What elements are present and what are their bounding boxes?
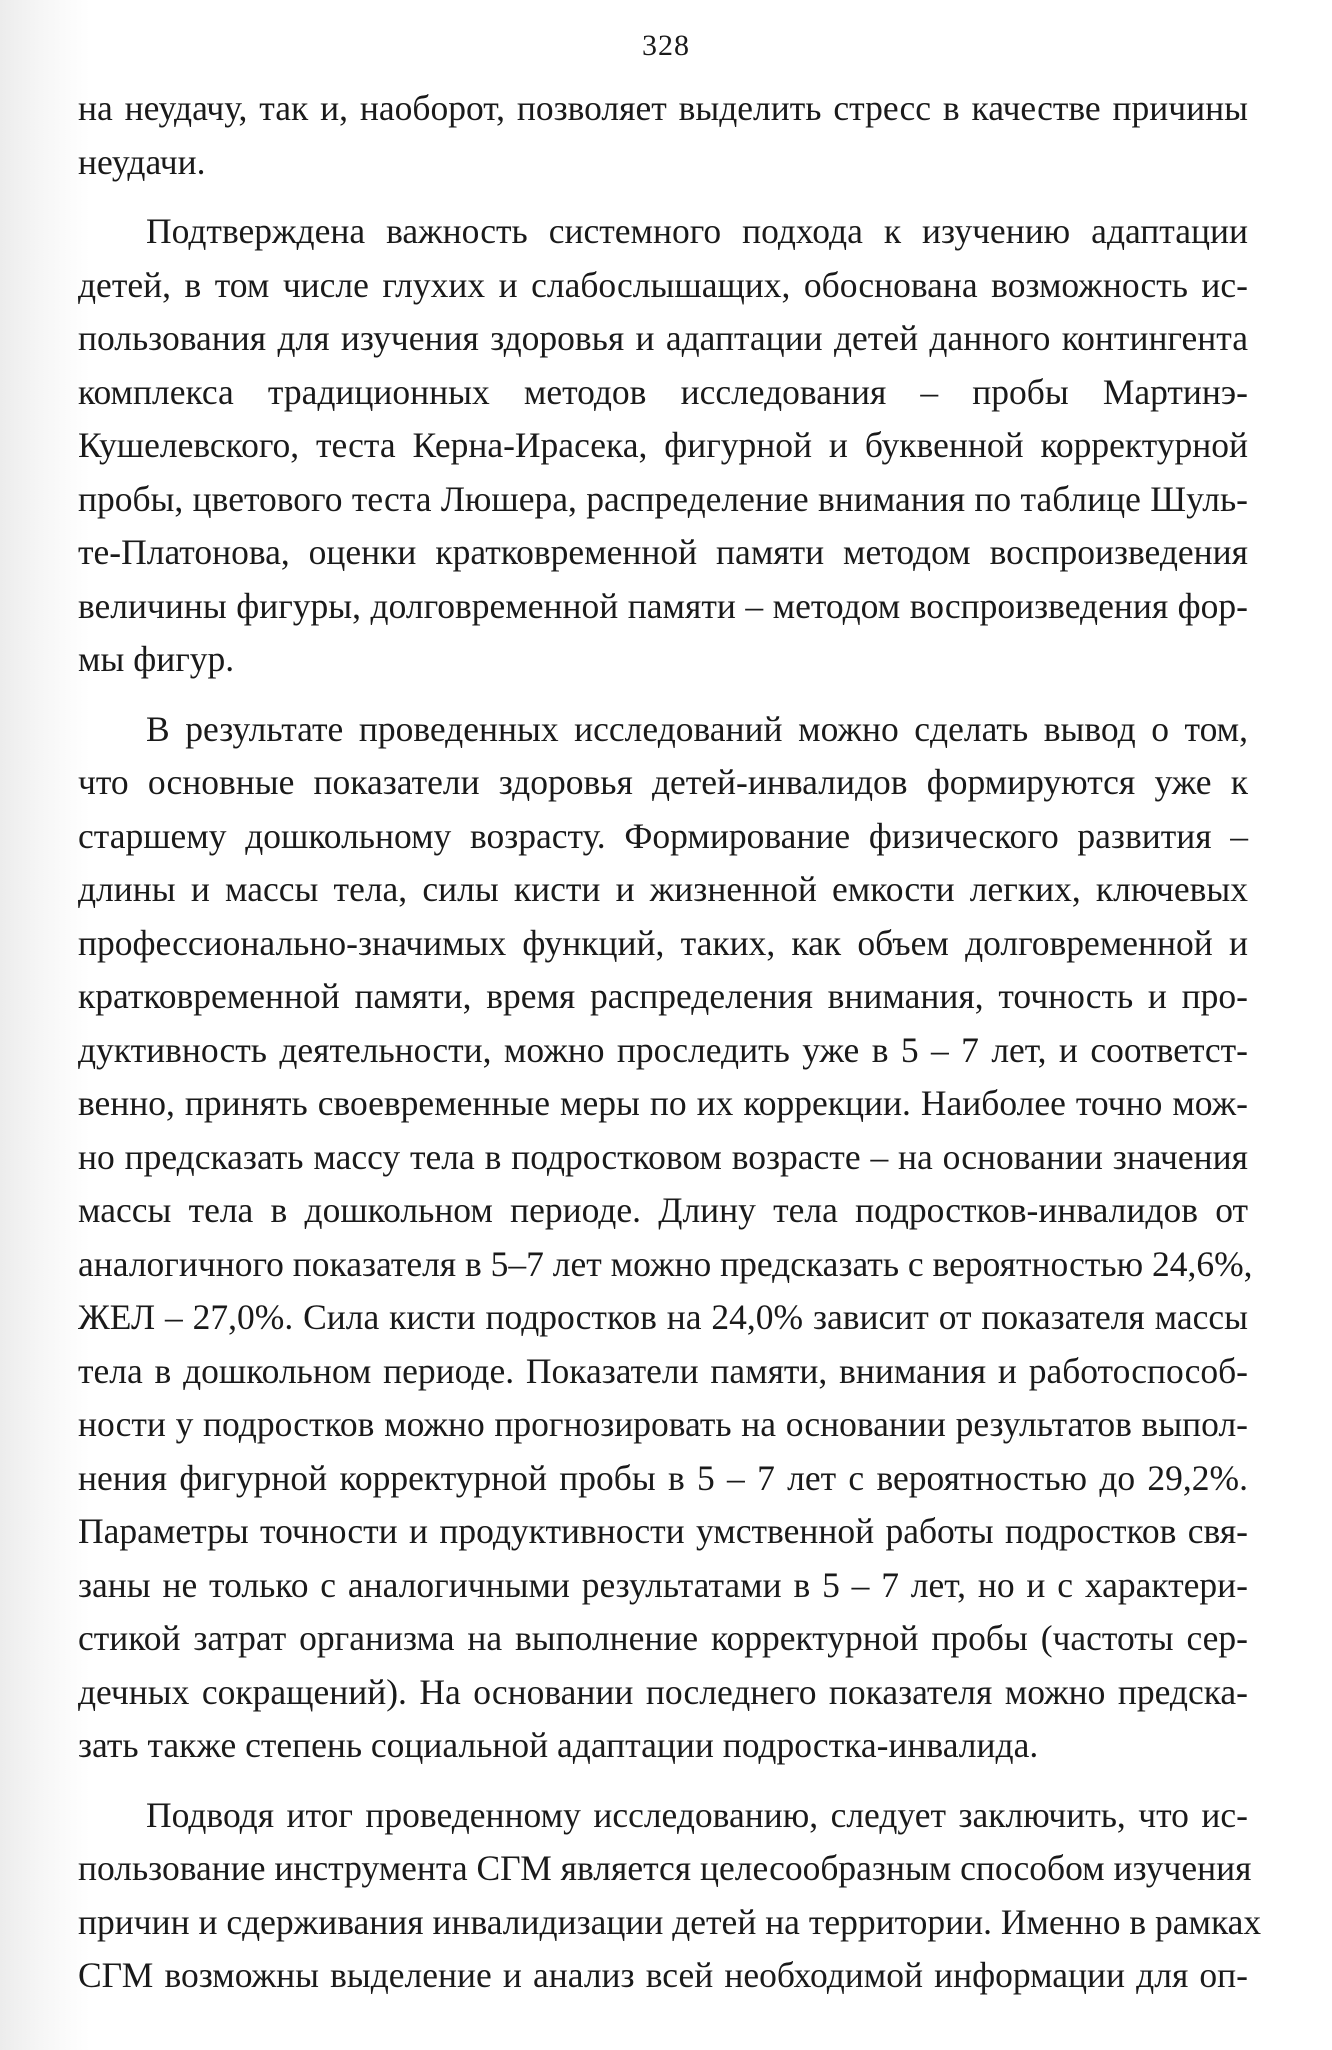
text-line: стикой затрат организма на выполнение корректурной пробы (частоты сер- [78,1618,1248,1658]
text-line: В результате проведенных исследований можно сделать вывод о том, [146,708,1248,749]
text-line: ЖЕЛ – 27,0%. Сила кисти подростков на 24,0% зависит от показателя массы [78,1297,1248,1337]
text-line: нения фигурной корректурной пробы в 5 – 7 лет с вероятностью до 29,2%. [78,1457,1248,1498]
body-text [78,82,1262,2003]
text-line: Параметры точности и продуктивности умственной работы подростков свя- [78,1511,1248,1551]
text-line: что основные показатели здоровья детей-инвалидов формируются уже к [78,762,1248,802]
paragraph-conclusion [78,1789,1262,2003]
paragraph-results [78,703,1253,1773]
text-line: старшему дошкольному возрасту. Формирование физического развития – [78,815,1248,856]
paragraph-system-approach [78,205,1248,687]
page-number: 328 [642,29,690,62]
text-line: детей, в том числе глухих и слабослышащих, обоснована возможность ис- [78,264,1248,305]
text-line: Кушелевского, теста Керна-Ирасека, фигурной и буквенной корректурной [78,425,1248,465]
text-line: аналогичного показателя в 5–7 лет можно предсказать с вероятностью 24,6%, [78,1243,1253,1284]
text-line: СГМ возможны выделение и анализ всей необходимой информации для оп- [78,1955,1248,1995]
text-line: пробы, цветового теста Люшера, распределение внимания по таблице Шуль- [78,478,1248,519]
text-line: зать также степень социальной адаптации подростка-инвалида. [78,1725,1039,1765]
text-line: на неудачу, так и, наоборот, позволяет выделить стресс в качестве причины [78,88,1248,128]
text-line: тела в дошкольном периоде. Показатели памяти, внимания и работоспособ- [78,1350,1248,1391]
text-line: величины фигуры, долговременной памяти – методом воспроизведения фор- [78,585,1248,626]
text-line: дуктивность деятельности, можно проследить уже в 5 – 7 лет, и соответст- [78,1029,1248,1070]
text-line: массы тела в дошкольном периоде. Длину тела подростков-инвалидов от [78,1190,1248,1230]
text-line: длины и массы тела, силы кисти и жизненной емкости легких, ключевых [78,869,1248,909]
text-line: комплекса традиционных методов исследования – пробы Мартинэ- [78,371,1248,412]
text-line: ности у подростков можно прогнозировать на основании результатов выпол- [78,1404,1248,1444]
text-line: причин и сдерживания инвалидизации детей на территории. Именно в рамках [78,1901,1262,1942]
text-line: венно, принять своевременные меры по их коррекции. Наиболее точно мож- [78,1083,1248,1123]
text-line: профессионально-значимых функций, таких, как объем долговременной и [78,922,1248,963]
text-line: дечных сокращений). На основании последнего показателя можно предска- [78,1671,1248,1712]
text-line: мы фигур. [78,639,235,679]
text-line: пользования для изучения здоровья и адаптации детей данного контингента [78,318,1248,358]
text-line: неудачи. [78,141,206,182]
text-line: но предсказать массу тела в подростковом возрасте – на основании значения [78,1136,1248,1177]
text-line: пользование инструмента СГМ является целесообразным способом изучения [78,1848,1252,1888]
text-line: Подводя итог проведенному исследованию, следует заключить, что ис- [146,1794,1248,1835]
text-line: Подтверждена важность системного подхода к изучению адаптации [146,211,1248,251]
paragraph-continuation [78,82,1248,189]
text-line: те-Платонова, оценки кратковременной памяти методом воспроизведения [78,532,1248,572]
text-line: кратковременной памяти, время распределения внимания, точность и про- [78,976,1248,1016]
text-line: заны не только с аналогичными результатами в 5 – 7 лет, но и с характери- [78,1564,1248,1605]
